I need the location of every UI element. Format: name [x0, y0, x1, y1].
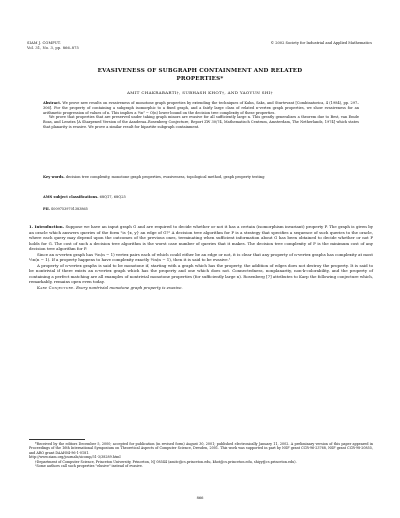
abstract-label: Abstract.	[43, 101, 62, 105]
abstract-text-1: We prove new results on evasiveness of monotone graph properties by extending the techniques of Kahn, Saks, and Sturtevant [Combinatorica, 4 (1984), pp. 297–306]. For the property of containing a subgraph isomorphic to a fixed graph, and a fairly large class of related n-vertex graph properties, we show evasiveness for an arithmetic progression of values of n. This implies a ½n² − O(n) lower bound on the decision tree complexity of these properties.	[43, 101, 359, 115]
intro-paragraph-1	[29, 224, 373, 252]
paper-title	[40, 68, 360, 83]
ams-text: 68Q17, 68Q25	[99, 195, 126, 199]
copyright-notice: © 2002 Society for Industrial and Applied Mathematics	[270, 41, 372, 45]
intro-paragraph-2: Since an n-vertex graph has ½n(n − 1) vertex pairs each of which could either be an edge or not, it is clear that any property of n-vertex graphs has complexity at most ½n(n − 1). If a property happens to have complexity exactly ½n(n − 1), then it is said to be evasive.¹	[29, 251, 373, 263]
footnote-received	[29, 442, 373, 460]
title-line-2: PROPERTIES*	[176, 75, 224, 82]
karp-conjecture-label: Karp Conjecture.	[37, 285, 75, 291]
abstract-paragraph-2: We prove that properties that are preserved under taking graph minors are evasive for all sufficiently large n. This greatly generalizes a theorem due to Best, van Emde Boas, and Lenstra [A Sharpened Version of the Aanderaa–Rosenberg Conjecture, Report ZW 30/74, Mathematisch Centrum, Amsterdam, The Netherlands, 1974] which states that planarity is evasive. We prove a similar result for bipartite subgraph containment.	[43, 115, 359, 129]
footnote-url[interactable]: http://www.siam.org/journals/sicomp/31-3/38289.html	[29, 455, 121, 460]
author-list: AMIT CHAKRABARTI†, SUBHASH KHOT†, AND YAOYUN SHI†	[127, 90, 273, 95]
footnote-elusive: ¹Some authors call such properties "elusive" instead of evasive.	[35, 464, 143, 469]
ams-label: AMS subject classifications.	[43, 195, 99, 199]
title-line-1: EVASIVENESS OF SUBGRAPH CONTAINMENT AND RELATED	[97, 68, 303, 74]
intro-paragraph-3: A property of n-vertex graphs is said to be monotone if, starting with a graph which has the property, the addition of edges does not destroy the property. It is said to be nontrivial if there exists an n-vertex graph which has the property and one which does not. Connectedness, nonplanarity, non-k-colorability, and the property of containing a perfect matching are all examples of nontrivial monotone properties (for sufficiently large n). Rosenberg [7] attributes to Karp the following conjecture which, remarkably, remains open even today.	[29, 262, 373, 285]
footnote-received-text: *Received by the editors December 5, 2000; accepted for publication (in revised form) August 30, 2001; published electronically January 11, 2002. A preliminary version of this paper appeared in Proceedings of the 16th International Symposium on Theoretical Aspects of Computer Science, Dresden, 2001. This work was supported in part by NSF grant CCR-96-23768, NSF grant CCR-98-20855, and ARO grant DAAH04-96-1-0181.	[29, 442, 373, 455]
pii-text: S0097539701383865	[50, 207, 88, 211]
footnotes	[29, 442, 373, 469]
page-number: 866	[196, 496, 204, 500]
keywords-text: decision tree complexity, monotone graph properties, evasiveness, topological method, graph property testing	[65, 175, 265, 179]
abstract	[43, 101, 359, 130]
karp-conjecture-text: Every nontrivial monotone graph property is evasive.	[76, 285, 183, 291]
journal-citation	[27, 41, 79, 50]
footnote-affiliation: †Department of Computer Science, Princeton University, Princeton, NJ 08544 (amitc@cs.princeton.edu, khot@cs.princeton.edu, shiyy@cs.princeton.edu).	[35, 459, 297, 464]
introduction-section	[29, 224, 373, 291]
pii	[43, 207, 359, 212]
footnote-rule	[29, 439, 85, 440]
journal-volume: Vol. 31, No. 3, pp. 866–875	[27, 45, 79, 50]
pii-label: PII.	[43, 207, 50, 211]
journal-name: SIAM J. COMPUT.	[27, 41, 62, 45]
abstract-paragraph-1	[43, 101, 359, 115]
intro-text-1: Suppose we have an input graph G and are required to decide whether or not it has a certain (isomorphism invariant) property P. The graph is given by an oracle which answers queries of the form "is {x, y} an edge of G?" A decision tree algorithm for P is a strategy that specifies a sequence of such queries to the oracle, where each query may depend upon the outcomes of the previous ones, terminating when sufficient information about G has been obtained to decide whether or not P holds for G. The cost of such a decision tree algorithm is the worst case number of queries that it makes. The decision tree complexity of P is the minimum cost of any decision tree algorithm for P.	[29, 224, 373, 252]
karp-conjecture	[29, 285, 373, 291]
keywords	[43, 175, 359, 180]
section-heading: 1. Introduction.	[29, 224, 65, 229]
keywords-label: Key words.	[43, 175, 65, 179]
ams-classification	[43, 195, 359, 200]
